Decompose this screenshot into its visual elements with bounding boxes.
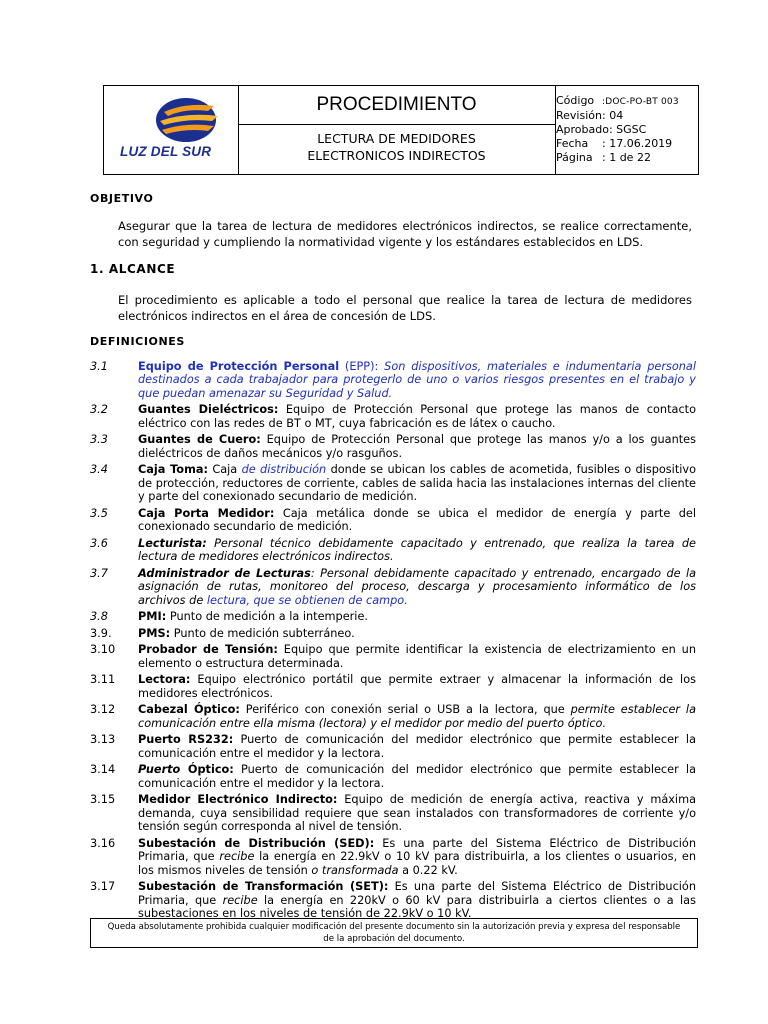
definition-term: Lectora: bbox=[138, 673, 191, 687]
document-header bbox=[103, 85, 699, 175]
definition-item: 3.9. PMS: Punto de medición subterráneo. bbox=[90, 626, 355, 640]
document-title bbox=[238, 125, 555, 164]
definition-item: 3.12 Cabezal Óptico: Periférico con conexión serial o USB a la lectora, que permite establecer la comunicación entre ella misma (lectora) y el medidor por medio del puerto óptico. bbox=[90, 703, 696, 730]
definition-term: Caja Porta Medidor: bbox=[138, 506, 275, 520]
definitions-list bbox=[90, 360, 696, 924]
definition-number: 3.11 bbox=[90, 673, 116, 687]
definition-item: 3.5 Caja Porta Medidor: Caja metálica donde se ubica el medidor de energía y parte del conexionado secundario de medición. bbox=[90, 506, 696, 534]
definition-item: 3.3 Guantes de Cuero: Equipo de Protección Personal que protege las manos y/o a los guantes dieléctricos de daños mecánicos y/o rasguños. bbox=[90, 433, 696, 460]
definition-item: 3.17 Subestación de Transformación (SET): Es una parte del Sistema Eléctrico de Distribución Primaria, que recibe la energía en 220kV o 60 kV para distribuirla a ciertos clientes o a las subestaciones en los niveles de tensión de 22.9kV o 10 kV. bbox=[90, 880, 696, 921]
objetivo-text: Asegurar que la tarea de lectura de medidores electrónicos indirectos, se realice correctamente, con seguridad y cumpliendo la normatividad vigente y los estándares establecidos en LDS. bbox=[118, 219, 692, 249]
definition-number: 3.5 bbox=[90, 506, 108, 520]
meta-codigo bbox=[556, 94, 696, 109]
definition-number: 3.16 bbox=[90, 836, 116, 850]
definition-item: 3.8 PMI: Punto de medición a la intemperie. bbox=[90, 610, 368, 624]
logo-text: LUZ DEL SUR bbox=[120, 144, 212, 159]
definition-term: PMS: bbox=[138, 626, 171, 640]
definition-number: 3.1 bbox=[90, 360, 108, 373]
meta-codigo-label: Código bbox=[556, 94, 595, 107]
document-title-line-1: LECTURA DE MEDIDORES bbox=[317, 131, 476, 146]
definition-number: 3.4 bbox=[90, 463, 108, 477]
meta-fecha-label: Fecha bbox=[556, 137, 589, 150]
meta-aprobado bbox=[556, 123, 696, 137]
definition-item: 3.16 Subestación de Distribución (SED): Es una parte del Sistema Eléctrico de Distribución Primaria, que recibe la energía en 22.9kV o 10 kV para distribuirla, a los clientes o usuarios, en los mismos niveles de tensión o transformada a 0.22 kV. bbox=[90, 836, 696, 877]
definition-term: Guantes Dieléctricos bbox=[138, 403, 274, 417]
definiciones-heading: DEFINICIONES bbox=[90, 335, 185, 348]
definition-item: 3.6 Lecturista: Personal técnico debidamente capacitado y entrenado, que realiza la tarea de lectura de medidores electrónicos indirectos. bbox=[90, 536, 696, 564]
definition-number: 3.15 bbox=[90, 793, 116, 807]
definition-item: 3.2 Guantes Dieléctricos: Equipo de Protección Personal que protege las manos de contacto eléctrico con las redes de BT o MT, cuya fabricación es de látex o caucho. bbox=[90, 403, 696, 430]
title-cell bbox=[238, 86, 556, 174]
definition-number: 3.2 bbox=[90, 403, 108, 417]
definition-item: 3.4 Caja Toma: Caja de distribución donde se ubican los cables de acometida, fusibles o dispositivo de protección, reductores de corriente, cables de salida hacia las instalaciones internas del cliente y parte del conexionado secundario de medición. bbox=[90, 463, 696, 504]
definition-term: Medidor Electrónico Indirecto: bbox=[138, 793, 338, 807]
definition-number: 3.12 bbox=[90, 703, 116, 717]
document-title-line-2: ELECTRONICOS INDIRECTOS bbox=[307, 148, 486, 163]
definition-term: Probador de Tensión: bbox=[138, 643, 278, 657]
meta-aprobado-label: Aprobado: bbox=[556, 123, 613, 136]
definition-number: 3.3 bbox=[90, 433, 108, 447]
footer-line-2: de la aprobación del documento. bbox=[323, 934, 465, 944]
definition-item: 3.14 Puerto Óptico: Puerto de comunicación del medidor electrónico que permite establecer la comunicación entre el medidor y la lectora. bbox=[90, 763, 696, 790]
company-logo-icon bbox=[148, 94, 228, 146]
meta-fecha bbox=[556, 137, 696, 151]
meta-revision bbox=[556, 109, 696, 123]
meta-pagina-label: Página bbox=[556, 151, 593, 164]
definition-term: Guantes de Cuero: bbox=[138, 433, 261, 447]
logo-cell bbox=[104, 86, 239, 174]
definition-number: 3.14 bbox=[90, 763, 116, 777]
alcance-heading: 1. ALCANCE bbox=[90, 262, 176, 276]
definition-number: 3.13 bbox=[90, 733, 116, 747]
definition-term: Lecturista: bbox=[138, 536, 207, 550]
definition-item: 3.10 Probador de Tensión: Equipo que permite identificar la existencia de electrizamiento en un elemento o estructura determinada. bbox=[90, 643, 696, 670]
definition-term: Caja Toma: bbox=[138, 463, 208, 477]
meta-revision-label: Revisión bbox=[556, 109, 602, 122]
footer-disclaimer bbox=[90, 918, 698, 948]
definition-term: Puerto bbox=[138, 763, 181, 777]
definition-item: 3.15 Medidor Electrónico Indirecto: Equipo de medición de energía activa, reactiva y máxima demanda, cuya sensibilidad requiere que sean instalados con transformadores de corriente y/o tensión según corresponda al nivel de tensión. bbox=[90, 793, 696, 834]
meta-pagina bbox=[556, 151, 696, 165]
definition-term: Equipo de Protección Personal bbox=[138, 360, 340, 373]
definition-term: Subestación de Transformación (SET): bbox=[138, 880, 389, 894]
definition-item: 3.7 Administrador de Lecturas: Personal debidamente capacitado y entrenado, encargado de la asignación de rutas, monitoreo del proceso, descarga y procesamiento informático de los archivos de lectura, que se obtienen de campo. bbox=[90, 566, 697, 607]
meta-pagina-value: : 1 de 22 bbox=[602, 151, 651, 164]
definition-number: 3.10 bbox=[90, 643, 116, 657]
definition-item: 3.1 Equipo de Protección Personal (EPP): Son dispositivos, materiales e indumentaria personal destinados a cada trabajador para protegerlo de uno o varios riesgos presentes en el trabajo y que puedan amenazar su Seguridad y Salud. bbox=[90, 360, 696, 400]
definition-number: 3.8 bbox=[90, 610, 108, 624]
definition-number: 3.9. bbox=[90, 626, 112, 640]
definition-number: 3.7 bbox=[90, 566, 108, 580]
definition-number: 3.6 bbox=[90, 536, 108, 550]
definition-term: PMI: bbox=[138, 610, 167, 624]
meta-codigo-value: :DOC-PO-BT 003 bbox=[602, 97, 679, 107]
definition-term: Cabezal Óptico: bbox=[138, 703, 240, 717]
meta-revision-value: : 04 bbox=[602, 109, 624, 122]
definition-term: Subestación de Distribución (SED): bbox=[138, 836, 375, 850]
definition-term: Administrador de Lecturas bbox=[138, 566, 311, 580]
objetivo-heading: OBJETIVO bbox=[90, 192, 154, 205]
definition-item: 3.13 Puerto RS232: Puerto de comunicación del medidor electrónico que permite establecer la comunicación entre el medidor y la lectora. bbox=[90, 733, 696, 760]
meta-fecha-value: : 17.06.2019 bbox=[602, 137, 673, 150]
definition-term: Puerto RS232: bbox=[138, 733, 234, 747]
meta-aprobado-value: SGSC bbox=[616, 123, 647, 136]
alcance-text: El procedimiento es aplicable a todo el personal que realice la tarea de lectura de medidores electrónicos indirectos en el área de concesión de LDS. bbox=[118, 293, 692, 323]
definition-item: 3.11 Lectora: Equipo electrónico portátil que permite extraer y almacenar la información de los medidores electrónicos. bbox=[90, 673, 696, 700]
document-meta bbox=[556, 94, 696, 165]
document-type: PROCEDIMIENTO bbox=[238, 86, 555, 125]
definition-number: 3.17 bbox=[90, 880, 116, 894]
footer-line-1: Queda absolutamente prohibida cualquier modificación del presente documento sin la autorización previa y expresa del responsable bbox=[107, 922, 681, 932]
